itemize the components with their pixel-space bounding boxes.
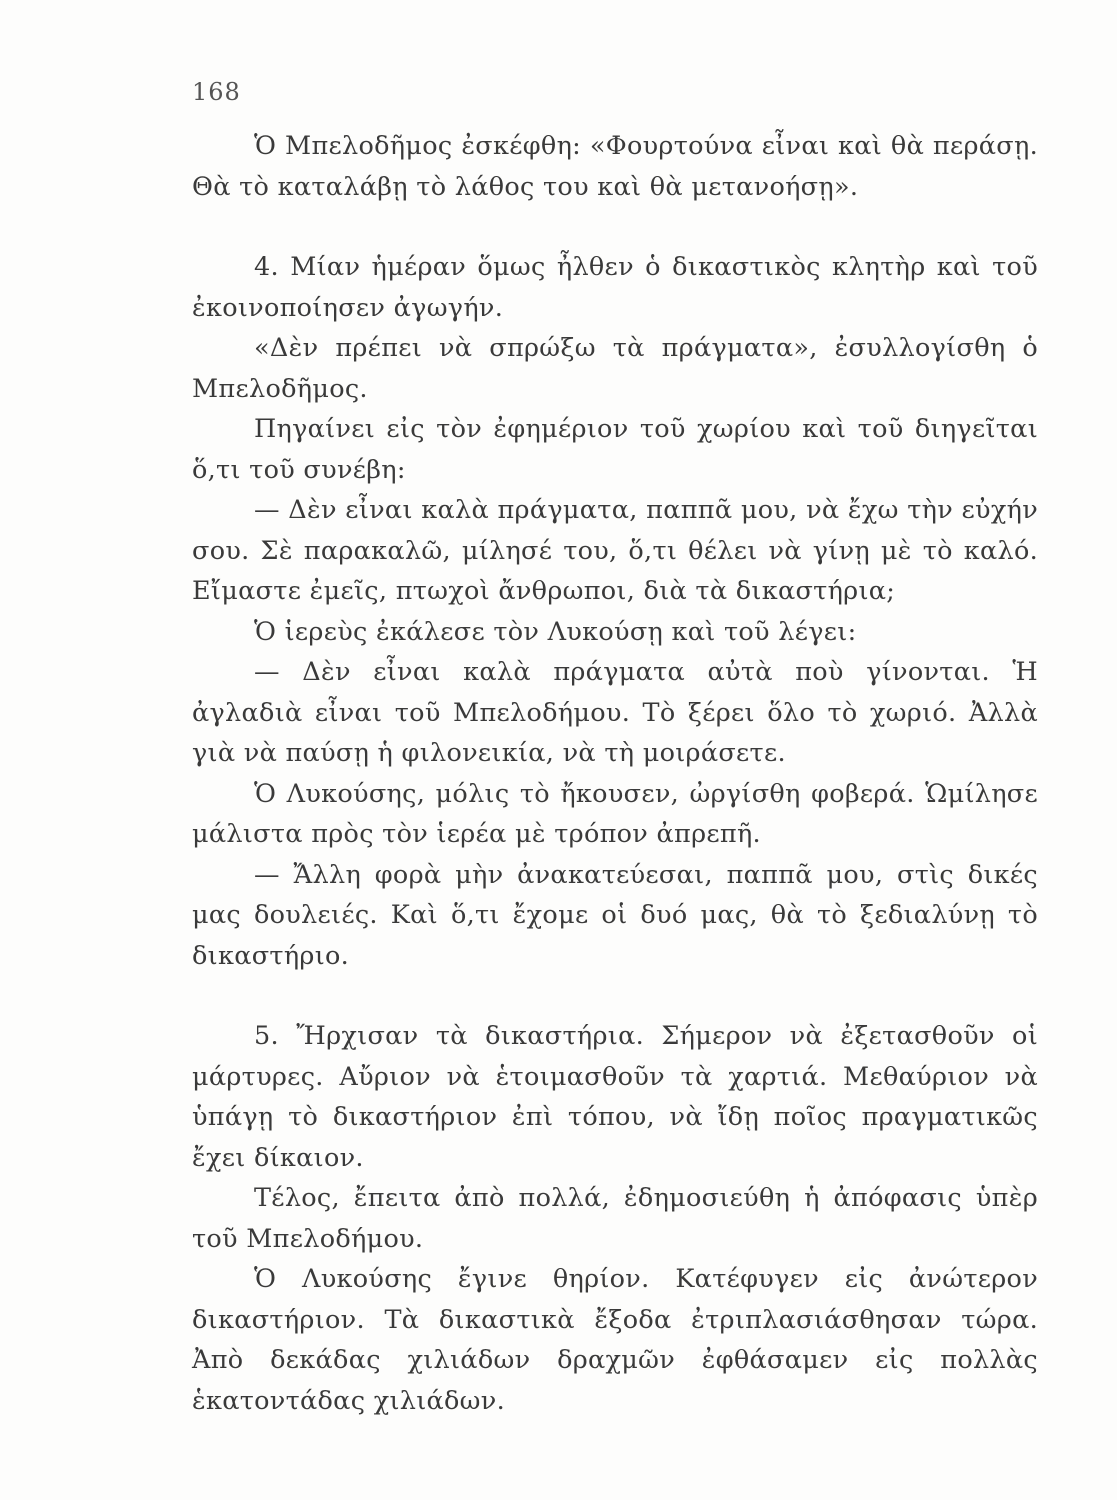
- paragraph: Τέλος, ἔπειτα ἀπὸ πολλά, ἐδημοσιεύθη ἡ ἀπόφασις ὑπὲρ τοῦ Μπελοδήμου.: [192, 1183, 1038, 1254]
- paragraph: Ὁ Λυκούσης, μόλις τὸ ἤκουσεν, ὠργίσθη φοβερά. Ὡμίλησε μάλιστα πρὸς τὸν ἱερέα μὲ τρόπον ἀπρεπῆ.: [192, 778, 1038, 849]
- paragraph: Ὁ ἱερεὺς ἐκάλεσε τὸν Λυκούσῃ καὶ τοῦ λέγει:: [254, 616, 857, 647]
- paragraph: Ὁ Λυκούσης ἔγινε θηρίον. Κατέφυγεν εἰς ἀνώτερον δικαστήριον. Τὰ δικαστικὰ ἔξοδα ἐτριπλασιάσθησαν τώρα. Ἀπὸ δεκάδας χιλιάδων δραχμῶν ἐφθάσαμεν εἰς πολλὰς ἑκατοντάδας χιλιάδων.: [192, 1264, 1038, 1416]
- body-text: [192, 126, 1038, 1421]
- page-number: 168: [192, 78, 241, 106]
- paragraph: «Δὲν πρέπει νὰ σπρώξω τὰ πράγματα», ἐσυλλογίσθη ὁ Μπελοδῆμος.: [192, 333, 1038, 404]
- paragraph: — Δὲν εἶναι καλὰ πράγματα, παππᾶ μου, νὰ ἔχω τὴν εὐχήν σου. Σὲ παρακαλῶ, μίλησέ του, ὅ,τι θέλει νὰ γίνῃ μὲ τὸ καλό. Εἴμαστε ἐμεῖς, πτωχοὶ ἄνθρωποι, διὰ τὰ δικαστήρια;: [192, 495, 1038, 606]
- paragraph: Ὁ Μπελοδῆμος ἐσκέφθη: «Φουρτούνα εἶναι καὶ θὰ περάσῃ. Θὰ τὸ καταλάβῃ τὸ λάθος του καὶ θὰ μετανοήσῃ».: [192, 131, 1038, 202]
- paragraph-section-4: 4. Μίαν ἡμέραν ὅμως ἦλθεν ὁ δικαστικὸς κλητὴρ καὶ τοῦ ἐκοινοποίησεν ἀγωγήν.: [192, 252, 1038, 323]
- paragraph-section-5: 5. Ἤρχισαν τὰ δικαστήρια. Σήμερον νὰ ἐξετασθοῦν οἱ μάρτυρες. Αὔριον νὰ ἑτοιμασθοῦν τὰ χαρτιά. Μεθαύριον νὰ ὑπάγῃ τὸ δικαστήριον ἐπὶ τόπου, νὰ ἴδῃ ποῖος πραγματικῶς ἔχει δίκαιον.: [192, 1021, 1038, 1173]
- paragraph: Πηγαίνει εἰς τὸν ἐφημέριον τοῦ χωρίου καὶ τοῦ διηγεῖται ὅ,τι τοῦ συνέβη:: [192, 414, 1038, 485]
- paragraph: — Δὲν εἶναι καλὰ πράγματα αὐτὰ ποὺ γίνονται. Ἡ ἀγλαδιὰ εἶναι τοῦ Μπελοδήμου. Τὸ ξέρει ὅλο τὸ χωριό. Ἀλλὰ γιὰ νὰ παύσῃ ἡ φιλονεικία, νὰ τὴ μοιράσετε.: [192, 657, 1038, 768]
- paragraph: — Ἄλλη φορὰ μὴν ἀνακατεύεσαι, παππᾶ μου, στὶς δικές μας δουλειές. Καὶ ὅ,τι ἔχομε οἱ δυό μας, θὰ τὸ ξεδιαλύνῃ τὸ δικαστήριο.: [192, 859, 1038, 971]
